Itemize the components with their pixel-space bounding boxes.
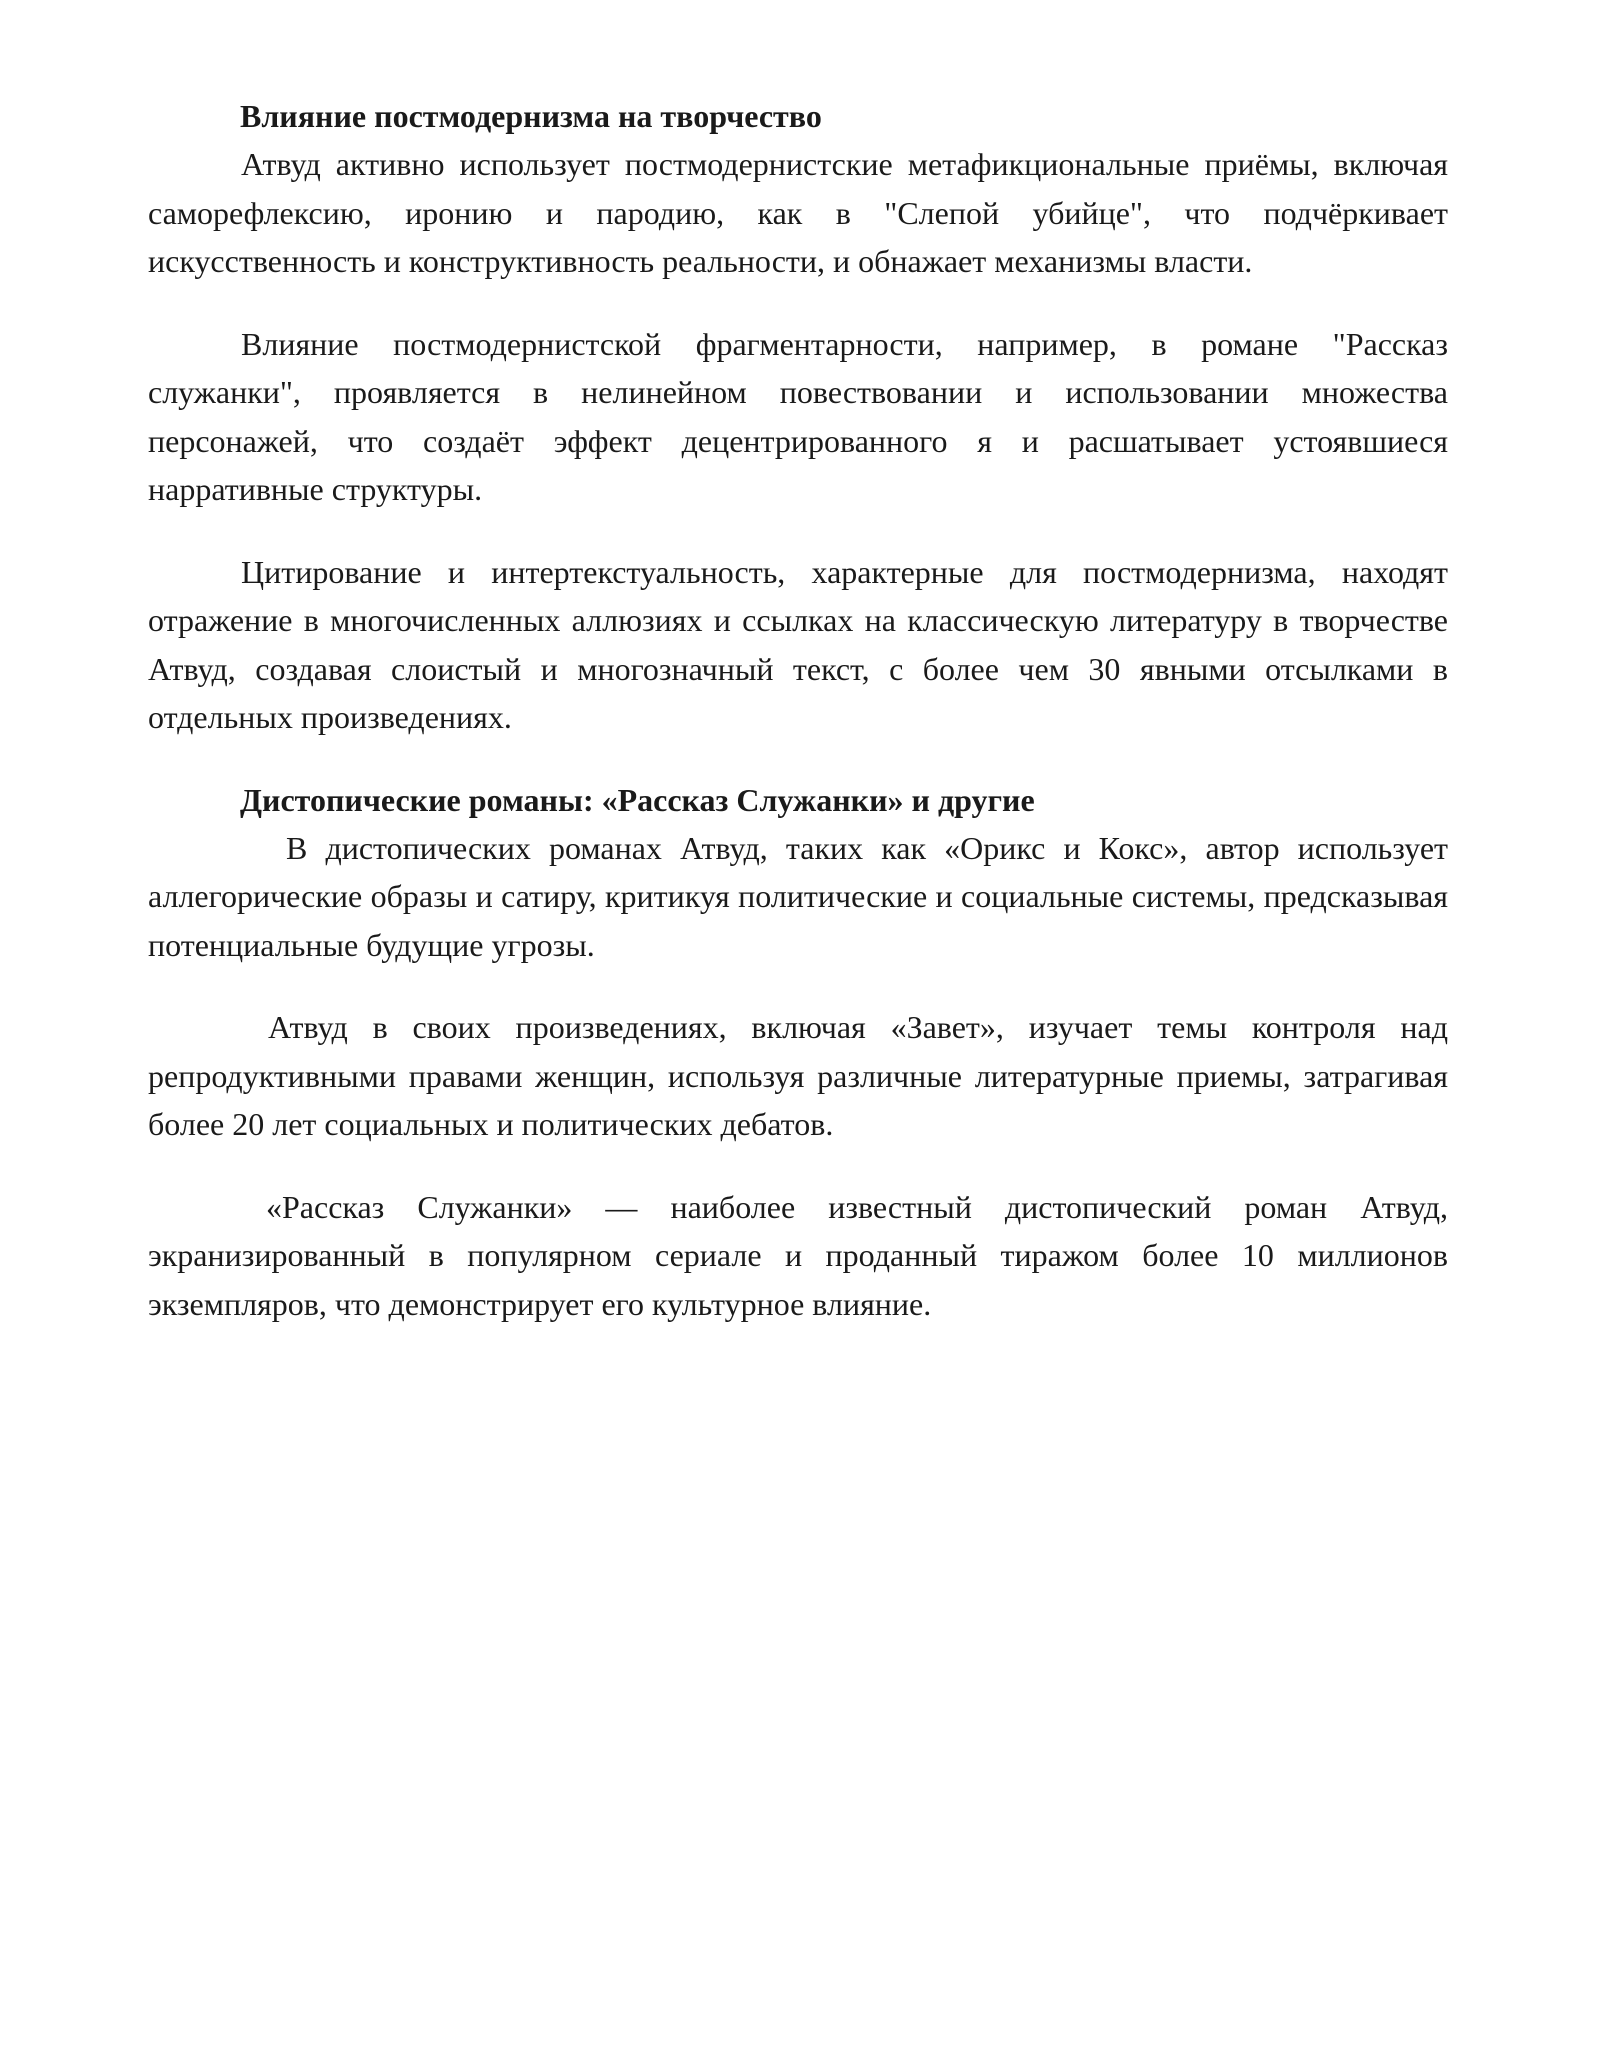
paragraph: Цитирование и интертекстуальность, характерные для постмодернизма, находят отражение в многочисленных аллюзиях и ссылках на классическую литературу в творчестве Атвуд, создавая слоистый и многозначный текст, с более чем 30 явными отсылками в отдельных произведениях. bbox=[148, 553, 1448, 735]
paragraph: Атвуд в своих произведениях, включая «Завет», изучает темы контроля над репродуктивными правами женщин, используя различные литературные приемы, затрагивая более 20 лет социальных и политических дебатов. bbox=[148, 1009, 1448, 1142]
paragraph: «Рассказ Служанки» — наиболее известный дистопический роман Атвуд, экранизированный в популярном сериале и проданный тиражом более 10 миллионов экземпляров, что демонстрирует его культурное влияние. bbox=[148, 1188, 1448, 1322]
section-postmodernism bbox=[148, 92, 1448, 742]
paragraph: Влияние постмодернистской фрагментарности, например, в романе "Рассказ служанки", проявляется в нелинейном повествовании и использовании множества персонажей, что создаёт эффект децентрированного я и расшатывает устоявшиеся нарративные структуры. bbox=[148, 325, 1448, 507]
paragraph: В дистопических романах Атвуд, таких как «Орикс и Кокс», автор использует аллегорические образы и сатиру, критикуя политические и социальные системы, предсказывая потенциальные будущие угрозы. bbox=[148, 829, 1448, 963]
paragraph: Атвуд активно использует постмодернистские метафикциональные приёмы, включая саморефлексию, иронию и пародию, как в "Слепой убийце", что подчёркивает искусственность и конструктивность реальности, и обнажает механизмы власти. bbox=[148, 146, 1448, 279]
section-heading: Дистопические романы: «Рассказ Служанки» и другие bbox=[240, 781, 1035, 818]
document-page bbox=[148, 92, 1448, 1328]
section-dystopian-novels bbox=[148, 776, 1448, 1329]
section-heading: Влияние постмодернизма на творчество bbox=[240, 98, 822, 134]
